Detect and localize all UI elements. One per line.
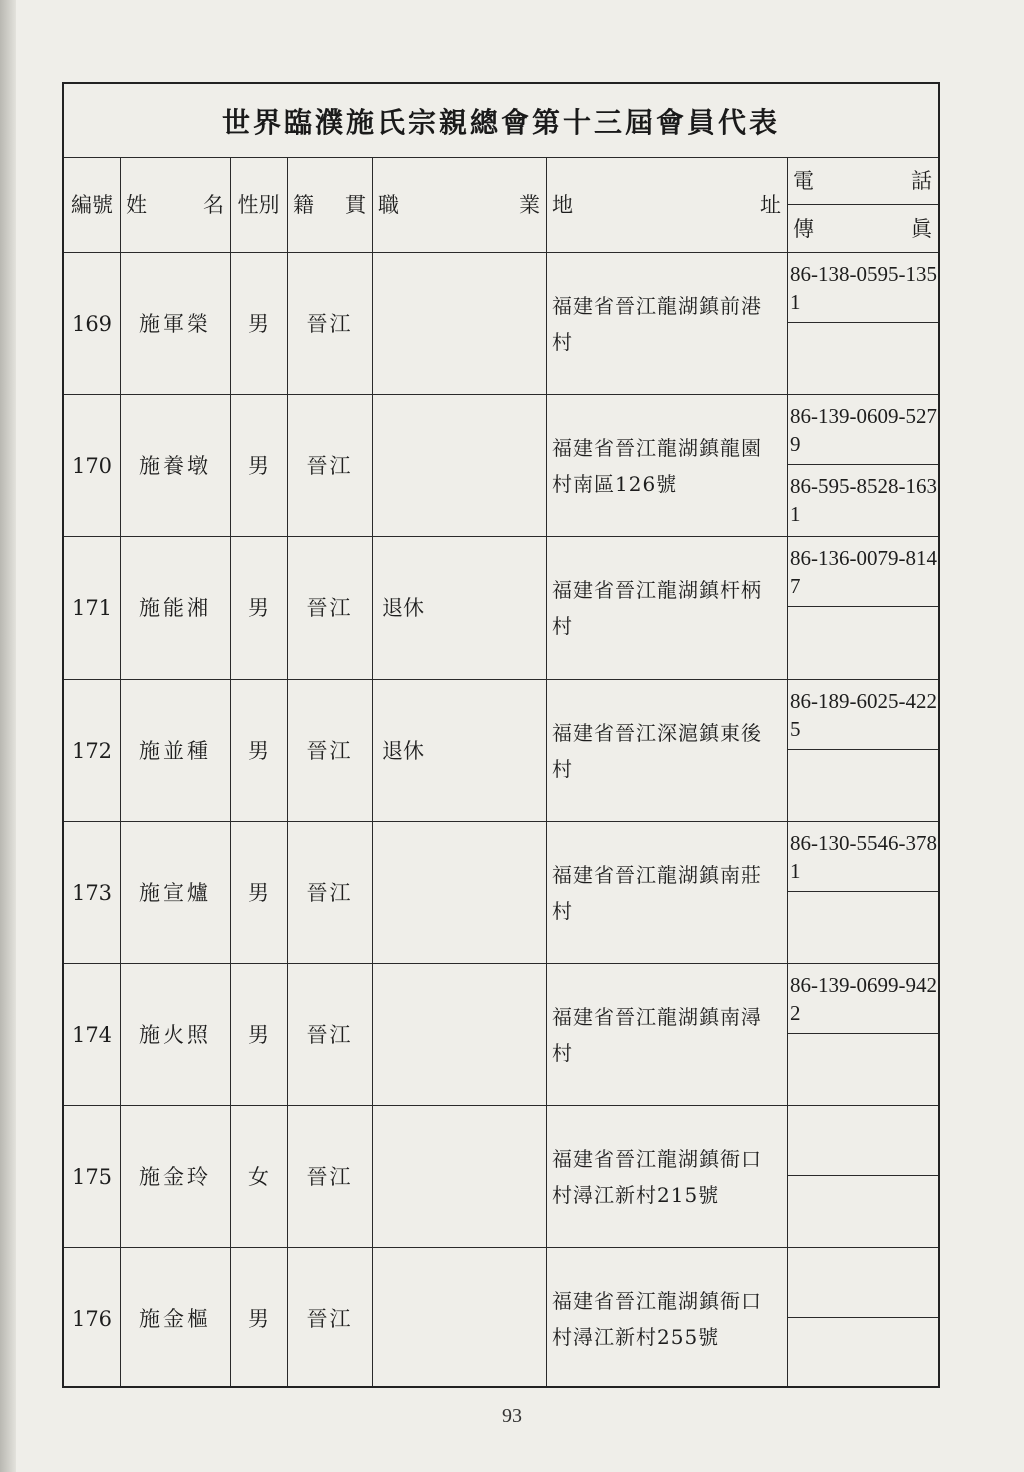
book-spine-shadow (0, 0, 16, 1472)
member-name (120, 680, 230, 821)
member-fax (787, 899, 938, 962)
member-address (546, 1248, 787, 1389)
member-table (64, 157, 938, 1386)
member-phone: 86-130-5546-3781 (790, 831, 937, 883)
phone-fax-divider (787, 322, 938, 323)
member-address (546, 395, 787, 536)
phone-fax-divider (787, 749, 938, 750)
member-name (120, 253, 230, 394)
member-origin-text: 晉江 (306, 738, 353, 763)
member-name (120, 537, 230, 678)
member-occupation (372, 680, 546, 821)
member-gender-text: 男 (248, 1022, 269, 1047)
member-gender (230, 537, 287, 678)
header-origin: 籍 貫 (293, 192, 366, 217)
member-name (120, 395, 230, 536)
member-occupation-text: 退休 (382, 738, 424, 763)
member-occupation (372, 1106, 546, 1247)
member-address-text: 福建省晉江龍湖鎮龍園村南區126號 (552, 435, 762, 496)
member-origin (287, 395, 372, 536)
member-number (64, 1106, 120, 1247)
member-gender (230, 1106, 287, 1247)
member-gender-text: 男 (248, 738, 269, 763)
phone-fax-divider (787, 464, 938, 465)
member-address-text: 福建省晉江龍湖鎮衙口村潯江新村255號 (552, 1288, 762, 1349)
member-name-text: 施火照 (139, 1022, 211, 1047)
header-number: 編號 (71, 192, 113, 217)
member-origin-text: 晉江 (306, 1164, 353, 1189)
member-fax (787, 330, 938, 393)
page-title: 世界臨濮施氏宗親總會第十三屆會員代表 (221, 105, 780, 139)
member-number (64, 1248, 120, 1389)
member-fax (787, 757, 938, 820)
phone-fax-divider (787, 1175, 938, 1176)
header-occupation: 職 業 (378, 192, 540, 217)
member-address (546, 822, 787, 963)
member-occupation (372, 537, 546, 678)
member-gender-text: 男 (248, 880, 269, 905)
member-address-text: 福建省晉江龍湖鎮南潯村 (552, 1004, 762, 1065)
member-phone: 86-139-0609-5279 (790, 404, 937, 456)
member-origin (287, 253, 372, 394)
member-name (120, 1106, 230, 1247)
member-name (120, 1248, 230, 1389)
member-address-text: 福建省晉江龍湖鎮前港村 (552, 293, 762, 354)
member-gender (230, 680, 287, 821)
member-fax (787, 1183, 938, 1246)
member-name (120, 822, 230, 963)
member-name-text: 施軍榮 (139, 311, 211, 336)
member-address-text: 福建省晉江龍湖鎮衙口村潯江新村215號 (552, 1146, 762, 1207)
member-gender (230, 1248, 287, 1389)
member-name-text: 施能湘 (139, 595, 211, 620)
header-phone-fax-divider (787, 204, 938, 205)
member-number-text: 169 (71, 311, 113, 336)
member-number (64, 964, 120, 1105)
member-name-text: 施宣爐 (139, 880, 211, 905)
member-origin (287, 537, 372, 678)
member-address (546, 253, 787, 394)
member-origin-text: 晉江 (306, 311, 353, 336)
member-number (64, 822, 120, 963)
phone-fax-divider (787, 606, 938, 607)
member-name-text: 施金樞 (139, 1306, 211, 1331)
member-gender-text: 女 (248, 1164, 269, 1189)
member-phone (787, 1113, 938, 1175)
member-fax: 86-595-8528-1631 (790, 474, 937, 526)
member-address (546, 537, 787, 678)
phone-fax-divider (787, 891, 938, 892)
member-address (546, 680, 787, 821)
member-occupation-text: 退休 (382, 595, 424, 620)
member-number (64, 680, 120, 821)
member-origin-text: 晉江 (306, 453, 353, 478)
member-gender-text: 男 (248, 311, 269, 336)
member-address-text: 福建省晉江龍湖鎮南莊村 (552, 862, 762, 923)
member-occupation (372, 822, 546, 963)
member-number-text: 176 (71, 1306, 113, 1331)
member-address-text: 福建省晉江龍湖鎮杆柄村 (552, 577, 762, 638)
phone-fax-divider (787, 1033, 938, 1034)
member-gender (230, 822, 287, 963)
header-address: 地 址 (552, 192, 781, 217)
title-row (64, 84, 938, 157)
member-phone: 86-138-0595-1351 (790, 262, 937, 314)
header-gender: 性別 (237, 192, 280, 217)
member-gender-text: 男 (248, 1306, 269, 1331)
header-fax: 傳 眞 (793, 216, 932, 241)
member-fax (787, 1325, 938, 1388)
page-number: 93 (502, 1405, 522, 1427)
member-origin (287, 822, 372, 963)
member-fax (787, 614, 938, 677)
member-name-text: 施金玲 (139, 1164, 211, 1189)
member-origin-text: 晉江 (306, 595, 353, 620)
member-phone: 86-189-6025-4225 (790, 689, 937, 741)
member-origin-text: 晉江 (306, 880, 353, 905)
member-gender-text: 男 (248, 595, 269, 620)
member-address-text: 福建省晉江深滬鎮東後村 (552, 720, 762, 781)
member-origin (287, 964, 372, 1105)
member-origin-text: 晉江 (306, 1306, 353, 1331)
member-number-text: 170 (71, 453, 113, 478)
member-name (120, 964, 230, 1105)
member-gender (230, 395, 287, 536)
header-name: 姓 名 (126, 192, 224, 217)
member-fax (787, 1041, 938, 1104)
member-occupation (372, 395, 546, 536)
member-origin (287, 1106, 372, 1247)
member-number-text: 171 (71, 595, 113, 620)
member-name-text: 施養墩 (139, 453, 211, 478)
member-address (546, 964, 787, 1105)
member-table-frame (62, 82, 940, 1388)
member-occupation (372, 253, 546, 394)
member-phone (787, 1255, 938, 1317)
header-phone: 電 話 (793, 168, 932, 193)
member-number (64, 253, 120, 394)
member-occupation (372, 1248, 546, 1389)
phone-fax-divider (787, 1317, 938, 1318)
member-gender (230, 253, 287, 394)
member-phone: 86-139-0699-9422 (790, 973, 937, 1025)
member-gender-text: 男 (248, 453, 269, 478)
member-origin (287, 680, 372, 821)
member-number (64, 537, 120, 678)
member-gender (230, 964, 287, 1105)
member-address (546, 1106, 787, 1247)
member-occupation (372, 964, 546, 1105)
member-number-text: 173 (71, 880, 113, 905)
member-name-text: 施並種 (139, 738, 211, 763)
member-number-text: 174 (71, 1022, 113, 1047)
member-phone: 86-136-0079-8147 (790, 546, 937, 598)
member-origin-text: 晉江 (306, 1022, 353, 1047)
member-number-text: 172 (71, 738, 113, 763)
member-number-text: 175 (71, 1164, 113, 1189)
member-origin (287, 1248, 372, 1389)
member-number (64, 395, 120, 536)
